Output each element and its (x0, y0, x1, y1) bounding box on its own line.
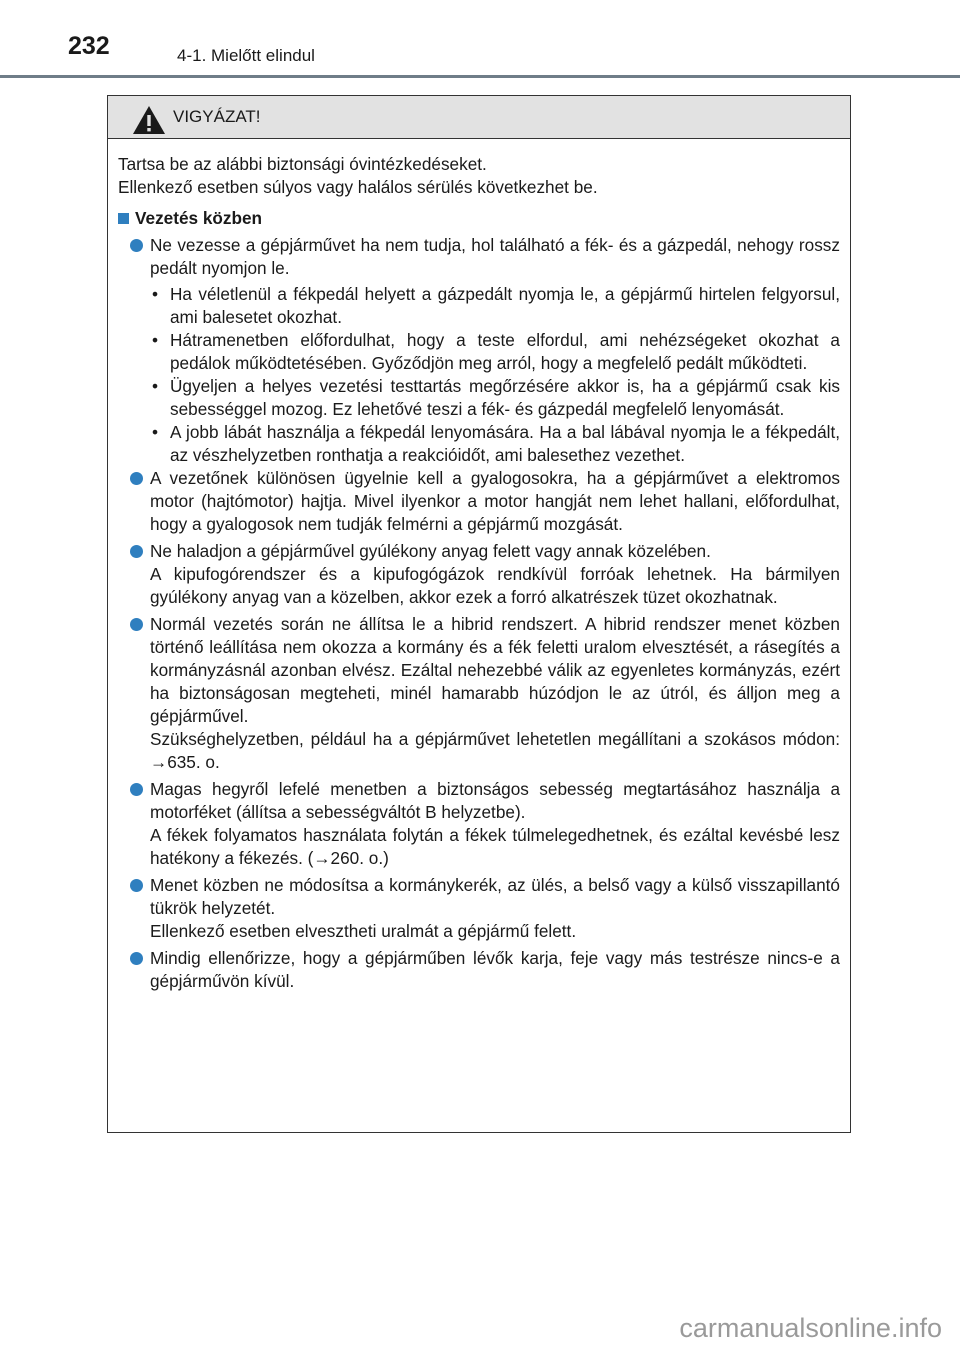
item-paragraph: A fékek folyamatos használata folytán a fékek túlmelegedhetnek, és ezáltal kevésbé lesz hatékony a fékezés. (→260. o.) (150, 825, 840, 868)
list-item (118, 947, 840, 993)
sub-bullet: • Ha véletlenül a fékpedál helyett a gázpedált nyomja le, a gépjármű hirtelen felgyorsul, ami balesetet okozhat. (150, 283, 840, 329)
warning-header (108, 96, 850, 139)
item-paragraph: A kipufogórendszer és a kipufogógázok rendkívül forróak lehetnek. Ha bármilyen gyúlékony anyag van a közelben, akkor ezek a forró alkatrészek tüzet okozhatnak. (150, 564, 840, 607)
list-item (118, 540, 840, 609)
item-paragraph: Ne haladjon a gépjárművel gyúlékony anyag felett vagy annak közelében. (150, 541, 711, 561)
list-item (118, 467, 840, 536)
page-number: 232 (68, 32, 110, 60)
item-paragraph: Ne vezesse a gépjárművet ha nem tudja, hol található a fék- és a gázpedál, nehogy rossz pedált nyomjon le. (150, 235, 840, 278)
intro-line: Tartsa be az alábbi biztonsági óvintézkedéseket. (118, 154, 487, 174)
item-paragraph: Ellenkező esetben elvesztheti uralmát a gépjármű felett. (150, 921, 577, 941)
circle-bullet-icon (130, 618, 143, 631)
warning-title: VIGYÁZAT! (173, 107, 261, 126)
item-paragraph: Magas hegyről lefelé menetben a biztonságos sebesség megtartásához használja a motorféket (állítsa a sebességváltót B helyzetbe). (150, 779, 840, 822)
list-item (118, 234, 840, 467)
list-item (118, 613, 840, 774)
square-bullet-icon (118, 213, 129, 224)
warning-intro (118, 153, 840, 199)
item-paragraph: A vezetőnek különösen ügyelnie kell a gyalogosokra, ha a gépjárművet a elektromos motor (hajtómotor) hajtja. Mivel ilyenkor a motor hangját nem lehet hallani, előfordulhat, hogy a gyalogosok nem tudják felmérni a gépjármű mozgását. (150, 468, 840, 534)
circle-bullet-icon (130, 239, 143, 252)
section-title: 4-1. Mielőtt elindul (177, 46, 315, 65)
item-paragraph: Mindig ellenőrizze, hogy a gépjárműben lévők karja, feje vagy más testrésze nincs-e a gépjárművön kívül. (150, 948, 840, 991)
header-divider (0, 75, 960, 78)
item-paragraph: Normál vezetés során ne állítsa le a hibrid rendszert. A hibrid rendszer menet közben történő leállítása nem okozza a kormány és a fék feletti uralom elvesztését, a rásegítés a kormányzásnál azonban elvész. Ezáltal nehezebbé válik az egyenletes kormányzás, ezért ha biztonságosan megteheti, minél hamarabb húzódjon le az útról, és álljon meg a gépjárművel. (150, 614, 840, 726)
circle-bullet-icon (130, 952, 143, 965)
circle-bullet-icon (130, 545, 143, 558)
circle-bullet-icon (130, 879, 143, 892)
sub-bullet-list (150, 283, 840, 467)
item-paragraph: Szükséghelyzetben, például ha a gépjárművet lehetetlen megállítani a szokásos módon: →635. o. (150, 729, 840, 772)
sub-bullet: • Ügyeljen a helyes vezetési testtartás megőrzésére akkor is, ha a gépjármű csak kis sebességgel mozog. Ez lehetővé teszi a fék- és gázpedál megfelelő lenyomását. (150, 375, 840, 421)
watermark: carmanualsonline.info (679, 1313, 942, 1343)
list-item (118, 874, 840, 943)
item-paragraph: Menet közben ne módosítsa a kormánykerék, az ülés, a belső vagy a külső visszapillantó tükrök helyzetét. (150, 875, 840, 918)
warning-box (107, 95, 851, 1133)
circle-bullet-icon (130, 472, 143, 485)
warning-body (108, 139, 850, 993)
section-heading-label: Vezetés közben (135, 208, 263, 228)
section-heading (118, 207, 840, 230)
warning-triangle-icon (132, 105, 166, 135)
sub-bullet: • Hátramenetben előfordulhat, hogy a teste elfordul, ami nehézségeket okozhat a pedálok működtetésében. Győződjön meg arról, hogy a megfelelő pedált működteti. (150, 329, 840, 375)
list-item (118, 778, 840, 870)
circle-bullet-icon (130, 783, 143, 796)
sub-bullet: • A jobb lábát használja a fékpedál lenyomására. Ha a bal lábával nyomja le a fékpedált, az vészhelyzetben ronthatja a reakcióidőt, ami balesethez vezethet. (150, 421, 840, 467)
intro-line: Ellenkező esetben súlyos vagy halálos sérülés következhet be. (118, 177, 598, 197)
page-header (0, 0, 960, 80)
